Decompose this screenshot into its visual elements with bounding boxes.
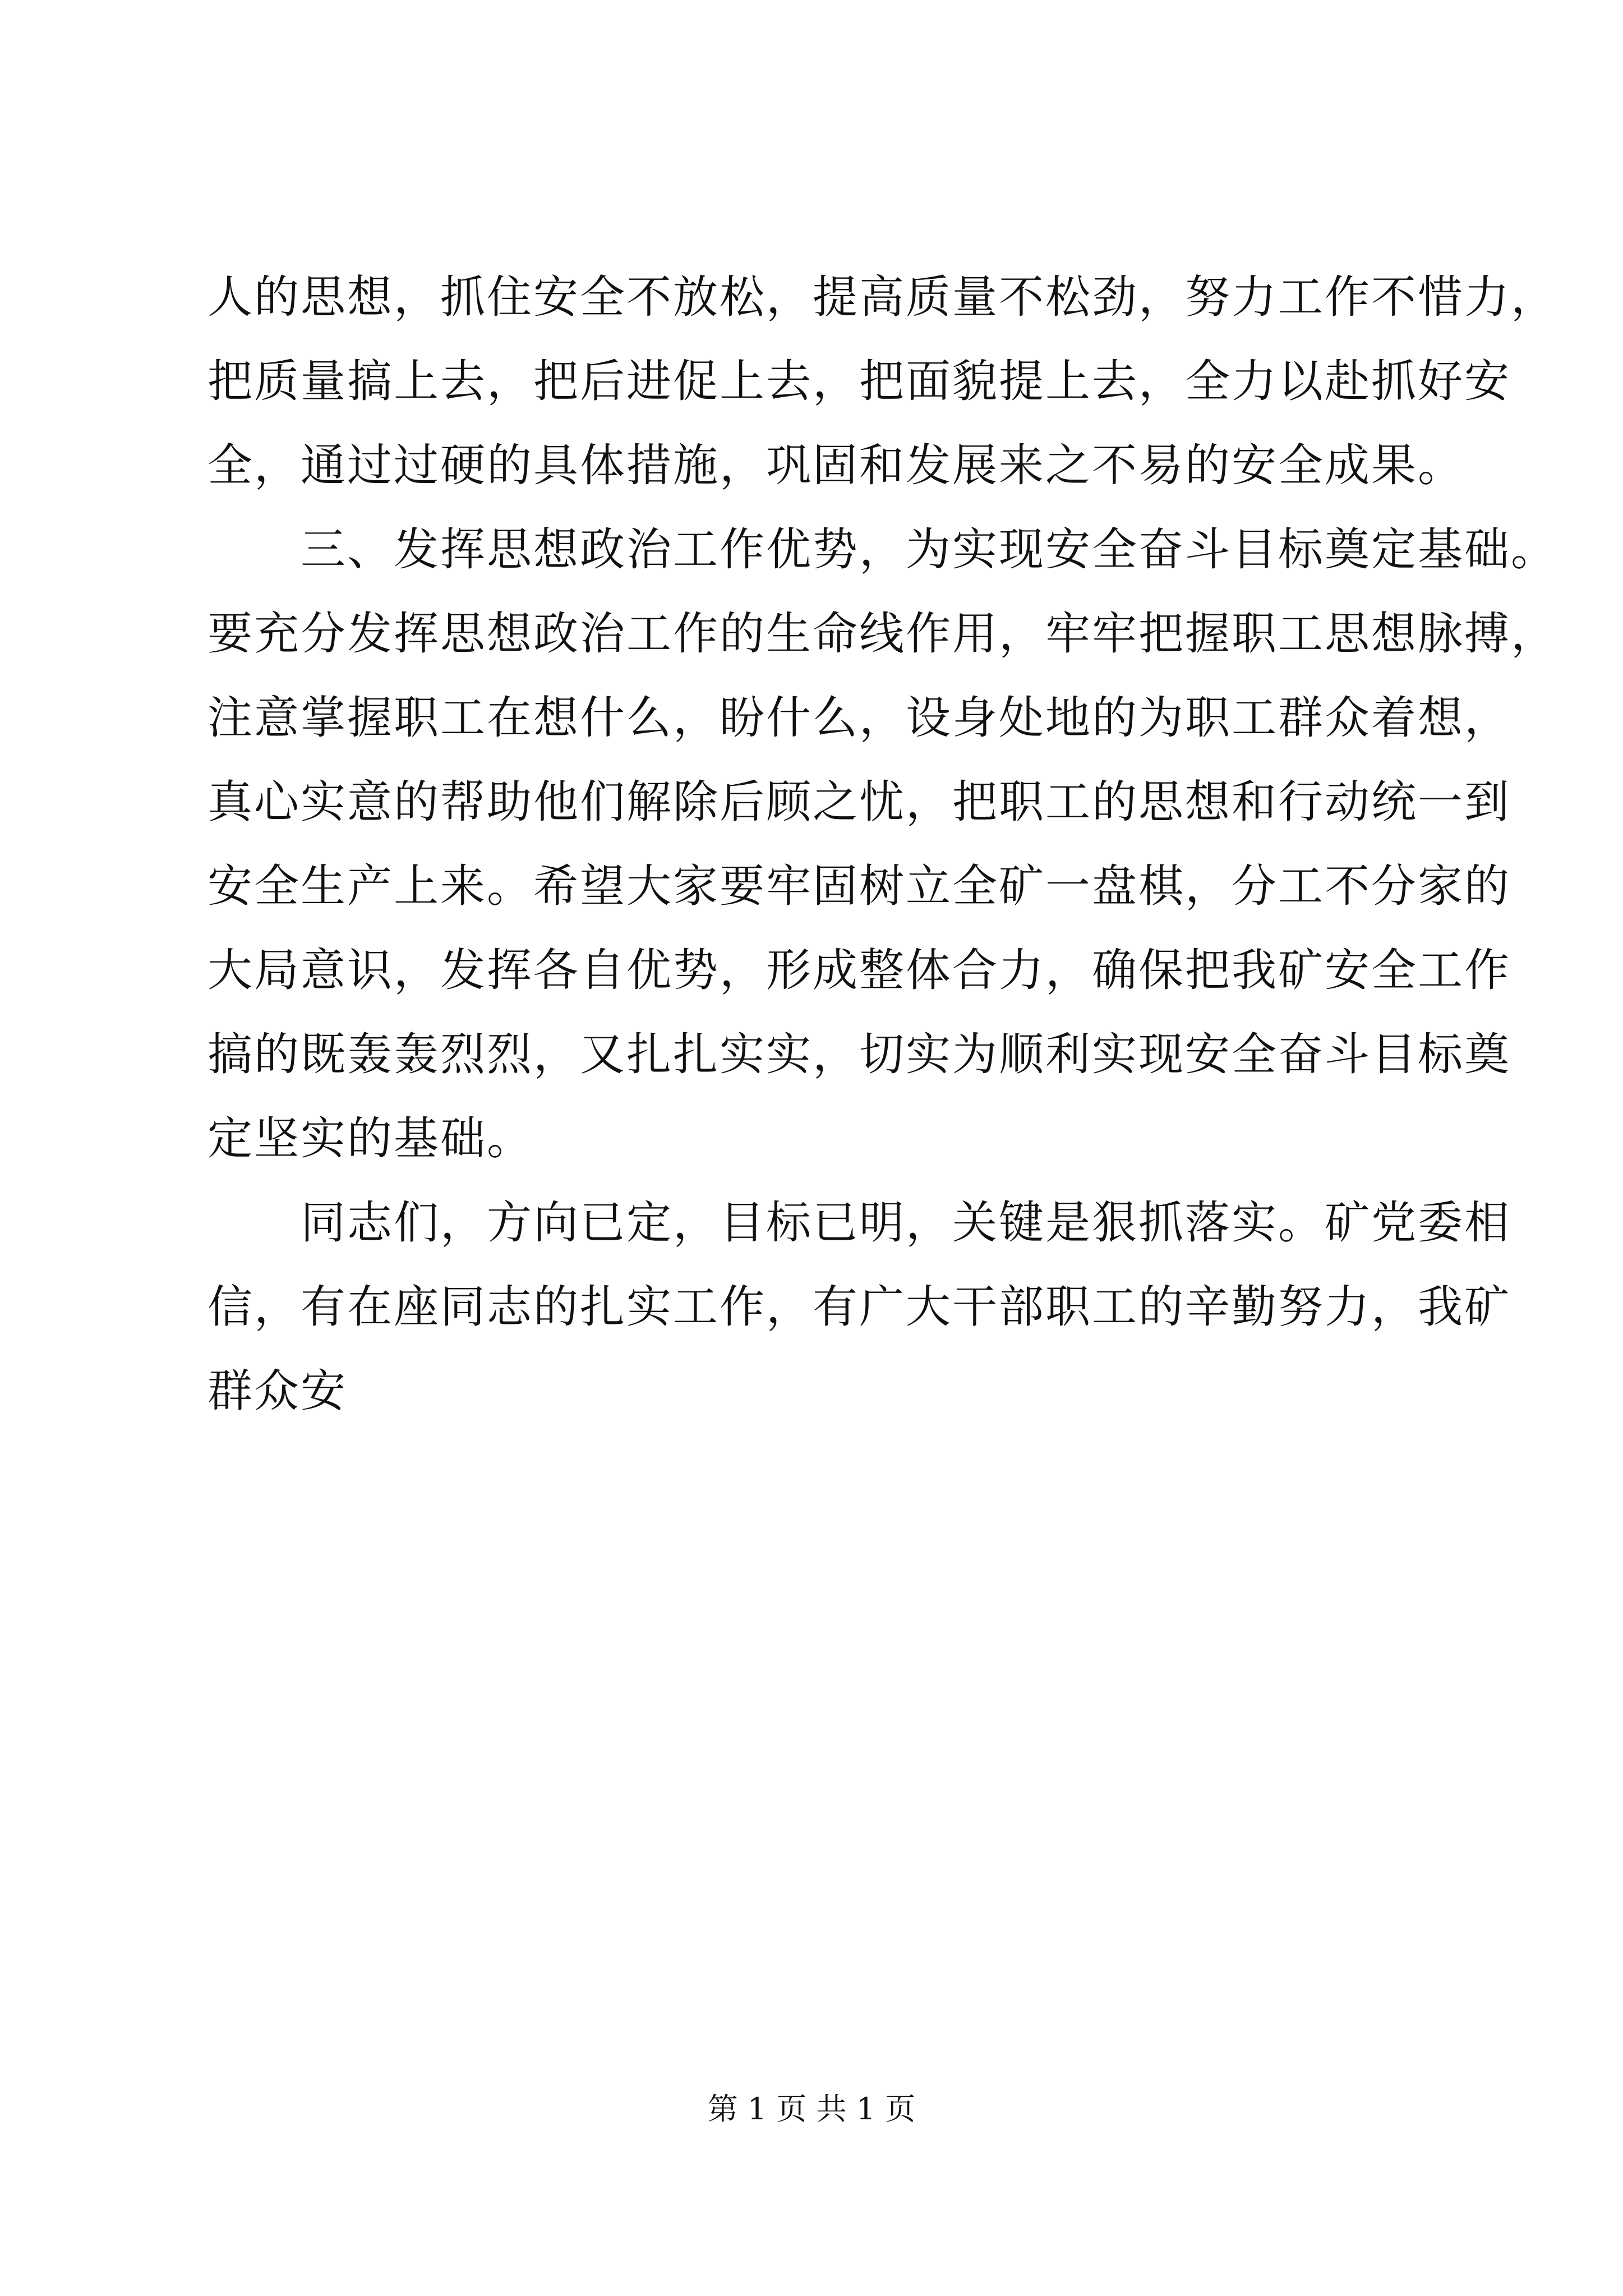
page-footer: 第 1 页 共 1 页	[707, 2091, 916, 2127]
text-line: 全，通过过硬的具体措施，巩固和发展来之不易的安全成果。	[208, 439, 1464, 491]
text-line: 定坚实的基础。	[208, 1112, 533, 1165]
paragraph-start-line: 同志们，方向已定，目标已明，关键是狠抓落实。矿党委相	[208, 1197, 1511, 1249]
text-line: 群众安	[208, 1365, 347, 1417]
text-line: 大局意识，发挥各自优势，形成整体合力，确保把我矿安全工作	[208, 944, 1511, 996]
text-line: 人的思想，抓住安全不放松，提高质量不松劲，努力工作不惜力，	[208, 271, 1557, 323]
text-line: 搞的既轰轰烈烈，又扎扎实实，切实为顺利实现安全奋斗目标奠	[208, 1028, 1511, 1080]
text-line: 安全生产上来。希望大家要牢固树立全矿一盘棋，分工不分家的	[208, 860, 1511, 912]
text-line: 注意掌握职工在想什么，盼什么，设身处地的为职工群众着想，	[208, 692, 1511, 744]
body-text	[208, 255, 1557, 1433]
text-line: 真心实意的帮助他们解除后顾之忧，把职工的思想和行动统一到	[208, 776, 1511, 828]
section-heading-line: 三、发挥思想政治工作优势，为实现安全奋斗目标奠定基础。	[208, 523, 1557, 576]
text-line: 信，有在座同志的扎实工作，有广大干部职工的辛勤努力，我矿	[208, 1281, 1511, 1333]
text-line: 把质量搞上去，把后进促上去，把面貌提上去，全力以赴抓好安	[208, 355, 1511, 407]
text-line: 要充分发挥思想政治工作的生命线作用，牢牢把握职工思想脉搏，	[208, 608, 1557, 660]
